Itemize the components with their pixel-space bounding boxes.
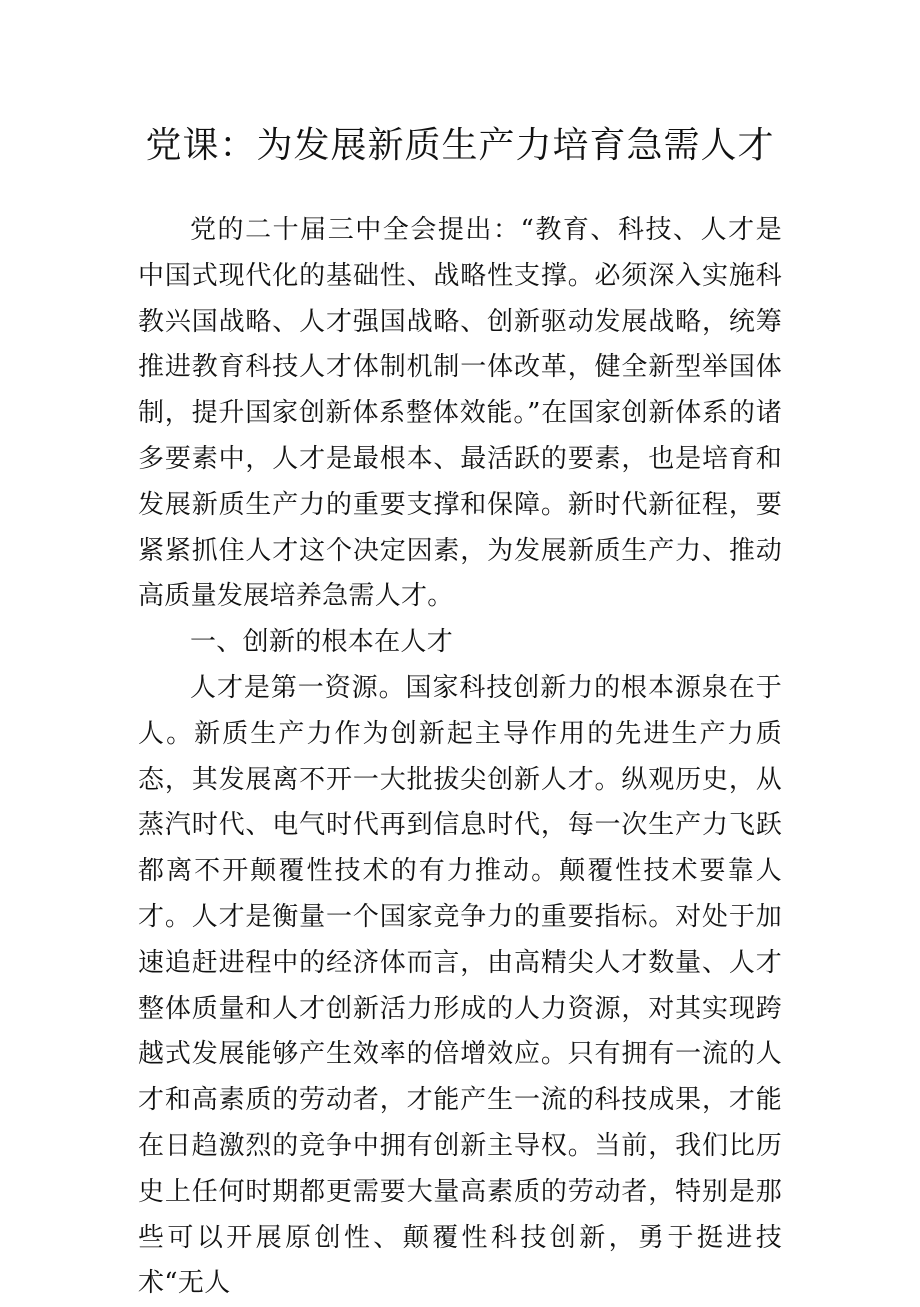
paragraph-talent: 人才是第一资源。国家科技创新力的根本源泉在于人。新质生产力作为创新起主导作用的先进生产力质态，其发展离不开一大批拔尖创新人才。纵观历史，从蒸汽时代、电气时代再到信息时代，每一次生产力飞跃都离不开颠覆性技术的有力推动。颠覆性技术要靠人才。人才是衡量一个国家竞争力的重要指标。对处于加速追赶进程中的经济体而言，由高精尖人才数量、人才整体质量和人才创新活力形成的人力资源，对其实现跨越式发展能够产生效率的倍增效应。只有拥有一流的人才和高素质的劳动者，才能产生一流的科技成果，才能在日趋激烈的竞争中拥有创新主导权。当前，我们比历史上任何时期都更需要大量高素质的劳动者，特别是那些可以开展原创性、颠覆性科技创新，勇于挺进技术“无人 — [138, 672, 782, 1299]
document-title: 党课：为发展新质生产力培育急需人才 — [145, 125, 775, 166]
section-heading-1: 一、创新的根本在人才 — [190, 627, 454, 658]
document-body — [138, 208, 782, 1307]
paragraph-intro: 党的二十届三中全会提出：“教育、科技、人才是中国式现代化的基础性、战略性支撑。必须深入实施科教兴国战略、人才强国战略、创新驱动发展战略，统筹推进教育科技人才体制机制一体改革，健全新型举国体制，提升国家创新体系整体效能。”在国家创新体系的诸多要素中，人才是最根本、最活跃的要素，也是培育和发展新质生产力的重要支撑和保障。新时代新征程，要紧紧抓住人才这个决定因素，为发展新质生产力、推动高质量发展培养急需人才。 — [138, 215, 782, 612]
